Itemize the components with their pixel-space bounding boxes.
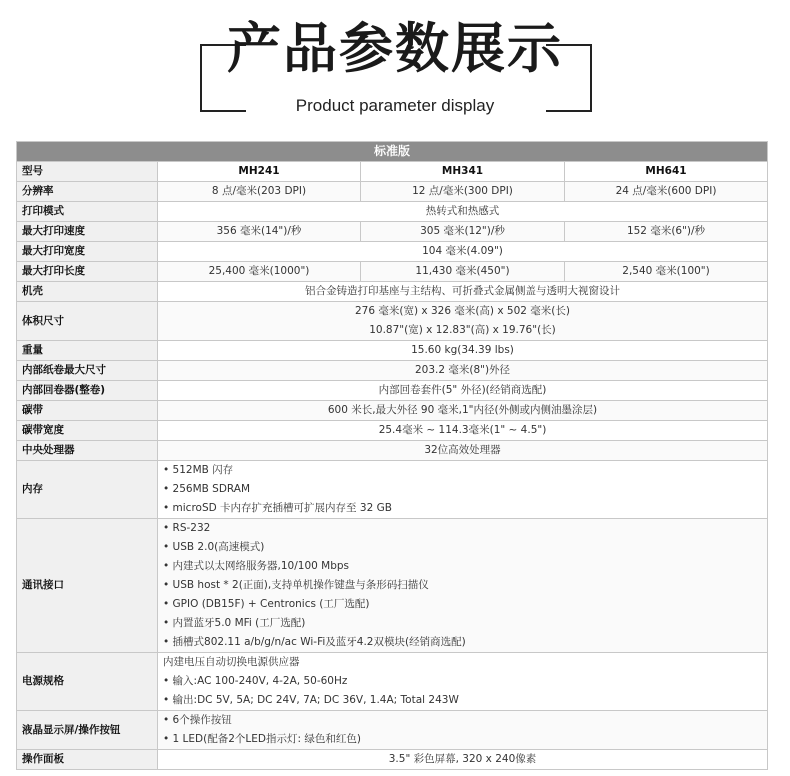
value-line: 276 毫米(宽) x 326 毫米(高) x 502 毫米(长)	[355, 305, 570, 317]
row-value: 203.2 毫米(8")外径	[158, 361, 768, 381]
row-label: 内部纸卷最大尺寸	[17, 361, 158, 381]
table-row	[17, 441, 768, 461]
bullet-item: • microSD 卡内存扩充插槽可扩展内存至 32 GB	[163, 502, 392, 514]
row-value: 104 毫米(4.09")	[158, 242, 768, 262]
row-value: 25,400 毫米(1000")	[158, 262, 361, 282]
row-label: 操作面板	[17, 750, 158, 770]
row-value: 25.4毫米 ~ 114.3毫米(1" ~ 4.5")	[158, 421, 768, 441]
table-row	[17, 361, 768, 381]
spec-table	[16, 141, 768, 770]
table-row	[17, 401, 768, 421]
bullet-item: • 512MB 闪存	[163, 464, 234, 476]
value-line: 10.87"(宽) x 12.83"(高) x 19.76"(长)	[369, 324, 556, 336]
row-label: 机壳	[17, 282, 158, 302]
row-value: MH241	[158, 162, 361, 182]
table-row	[17, 182, 768, 202]
bullet-item: 内建电压自动切换电源供应器	[163, 656, 300, 668]
table-row	[17, 242, 768, 262]
table-row	[17, 262, 768, 282]
bullet-item: • 输出:DC 5V, 5A; DC 24V, 7A; DC 36V, 1.4A; Total 243W	[163, 694, 459, 706]
table-row	[17, 519, 768, 653]
row-value: 热转式和热感式	[158, 202, 768, 222]
row-value: 内部回卷套件(5" 外径)(经销商选配)	[158, 381, 768, 401]
table-row	[17, 421, 768, 441]
row-value: 11,430 毫米(450")	[361, 262, 565, 282]
table-row	[17, 750, 768, 770]
bullet-item: • GPIO (DB15F) + Centronics (工厂选配)	[163, 598, 370, 610]
row-value	[158, 711, 768, 750]
row-label: 电源规格	[17, 653, 158, 711]
row-label: 重量	[17, 341, 158, 361]
row-value	[158, 653, 768, 711]
row-value: MH341	[361, 162, 565, 182]
table-row	[17, 461, 768, 519]
row-value	[158, 461, 768, 519]
bullet-item: • 插槽式802.11 a/b/g/n/ac Wi-Fi及蓝牙4.2双模块(经销商选配)	[163, 636, 466, 648]
table-row	[17, 302, 768, 341]
row-label: 最大打印长度	[17, 262, 158, 282]
row-label: 中央处理器	[17, 441, 158, 461]
bullet-item: • 1 LED(配备2个LED指示灯: 绿色和红色)	[163, 733, 361, 745]
row-value	[158, 519, 768, 653]
row-value: 15.60 kg(34.39 lbs)	[158, 341, 768, 361]
table-row	[17, 282, 768, 302]
row-label: 打印模式	[17, 202, 158, 222]
table-band: 标准版	[17, 142, 768, 162]
row-label: 碳带	[17, 401, 158, 421]
row-label: 碳带宽度	[17, 421, 158, 441]
table-row	[17, 341, 768, 361]
row-value: 3.5" 彩色屏幕, 320 x 240像素	[158, 750, 768, 770]
row-label: 内存	[17, 461, 158, 519]
bullet-item: • 6个操作按钮	[163, 714, 232, 726]
row-label: 最大打印速度	[17, 222, 158, 242]
table-row	[17, 653, 768, 711]
row-value: 32位高效处理器	[158, 441, 768, 461]
row-label: 体积尺寸	[17, 302, 158, 341]
table-band-row	[17, 142, 768, 162]
table-row	[17, 381, 768, 401]
row-value: 305 毫米(12")/秒	[361, 222, 565, 242]
row-label: 通讯接口	[17, 519, 158, 653]
row-label: 内部回卷器(整卷)	[17, 381, 158, 401]
row-value: 8 点/毫米(203 DPI)	[158, 182, 361, 202]
bullet-item: • USB 2.0(高速模式)	[163, 541, 265, 553]
row-value: 24 点/毫米(600 DPI)	[565, 182, 768, 202]
table-row	[17, 222, 768, 242]
row-value: 152 毫米(6")/秒	[565, 222, 768, 242]
row-label: 分辨率	[17, 182, 158, 202]
row-value: MH641	[565, 162, 768, 182]
page-title: 产品参数展示	[227, 17, 563, 80]
page-subtitle: Product parameter display	[295, 96, 495, 115]
table-row	[17, 202, 768, 222]
row-value: 356 毫米(14")/秒	[158, 222, 361, 242]
bullet-item: • USB host * 2(正面),支持单机操作键盘与条形码扫描仪	[163, 579, 429, 591]
table-row	[17, 162, 768, 182]
row-value: 2,540 毫米(100")	[565, 262, 768, 282]
row-label: 型号	[17, 162, 158, 182]
bullet-item: • 内建式以太网络服务器,10/100 Mbps	[163, 560, 350, 572]
bullet-item: • 输入:AC 100-240V, 4-2A, 50-60Hz	[163, 675, 348, 687]
row-label: 液晶显示屏/操作按钮	[17, 711, 158, 750]
bullet-item: • 内置蓝牙5.0 MFi (工厂选配)	[163, 617, 306, 629]
row-value: 600 米长,最大外径 90 毫米,1"内径(外侧或内侧油墨涂层)	[158, 401, 768, 421]
bullet-item: • 256MB SDRAM	[163, 483, 251, 495]
bullet-item: • RS-232	[163, 522, 211, 534]
row-value	[158, 302, 768, 341]
table-row	[17, 711, 768, 750]
row-label: 最大打印宽度	[17, 242, 158, 262]
row-value: 12 点/毫米(300 DPI)	[361, 182, 565, 202]
row-value: 铝合金铸造打印基座与主结构、可折叠式金属侧盖与透明大视窗设计	[158, 282, 768, 302]
